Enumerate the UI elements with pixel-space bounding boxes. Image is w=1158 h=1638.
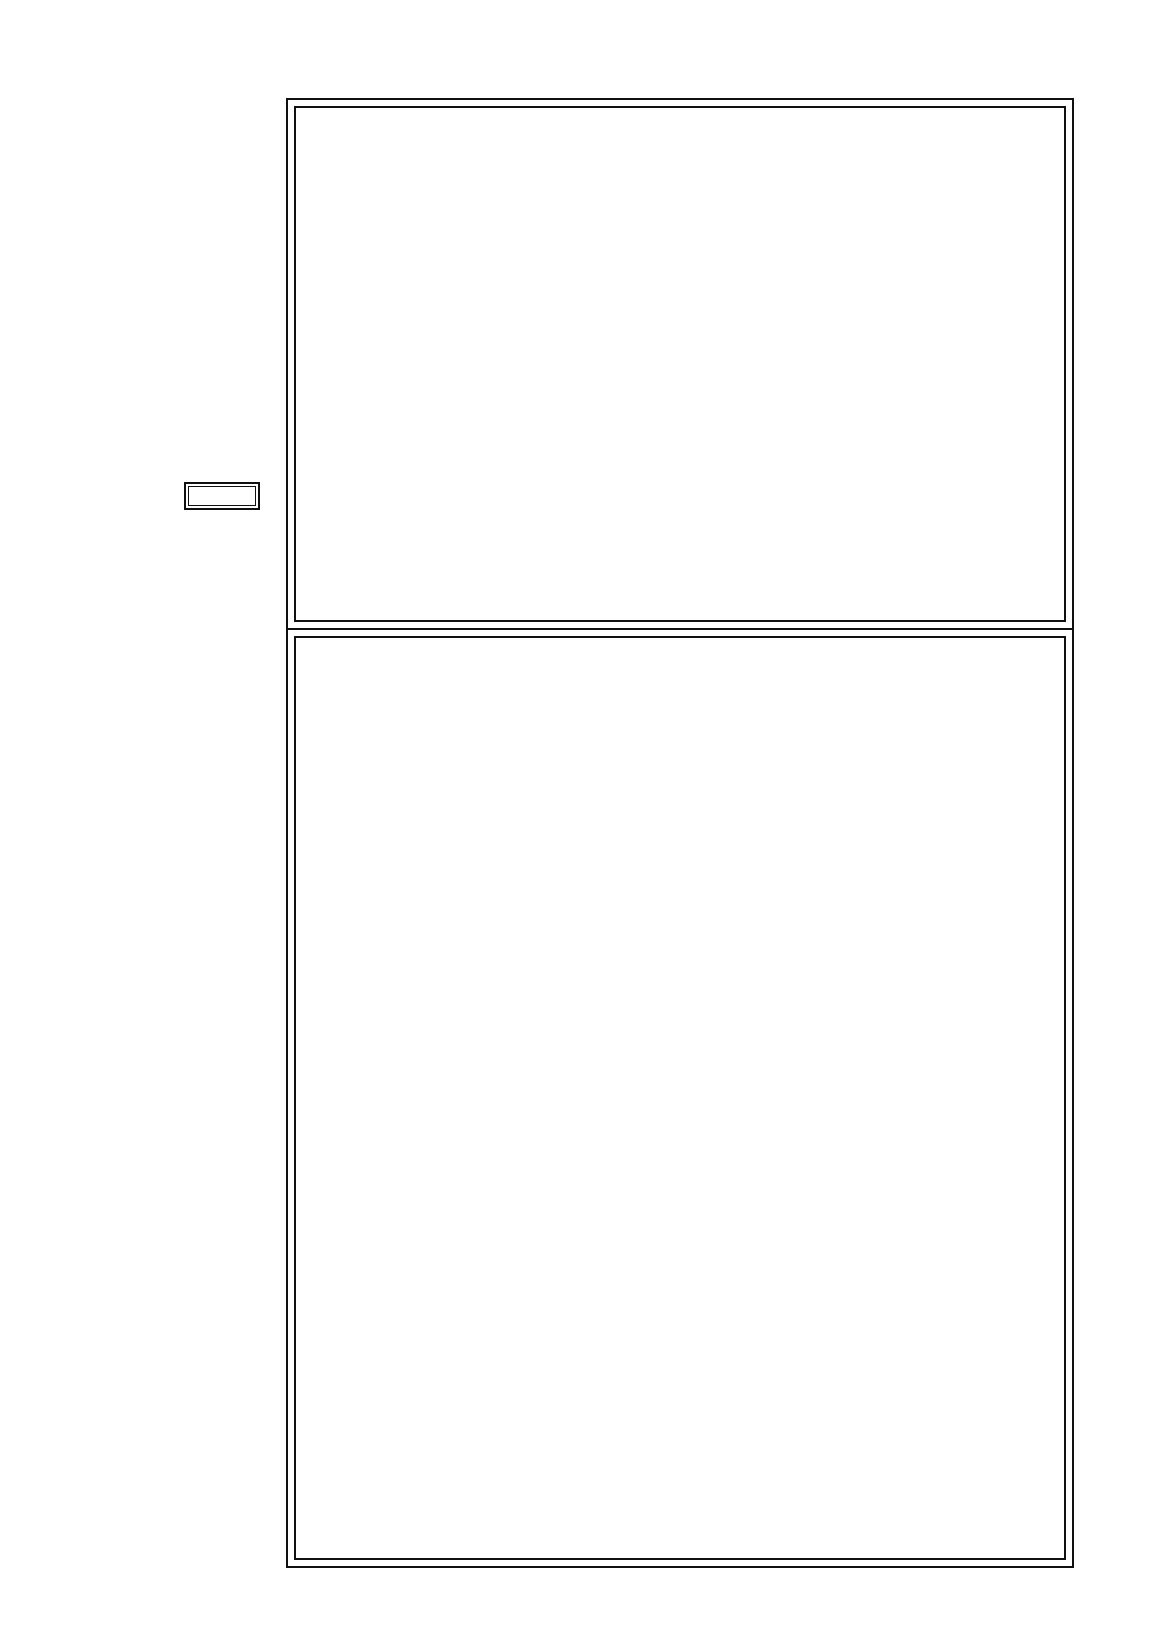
hadith-text-frame xyxy=(286,98,1074,630)
hadith-number-badge xyxy=(184,482,260,510)
commentary-frame xyxy=(286,628,1074,1568)
